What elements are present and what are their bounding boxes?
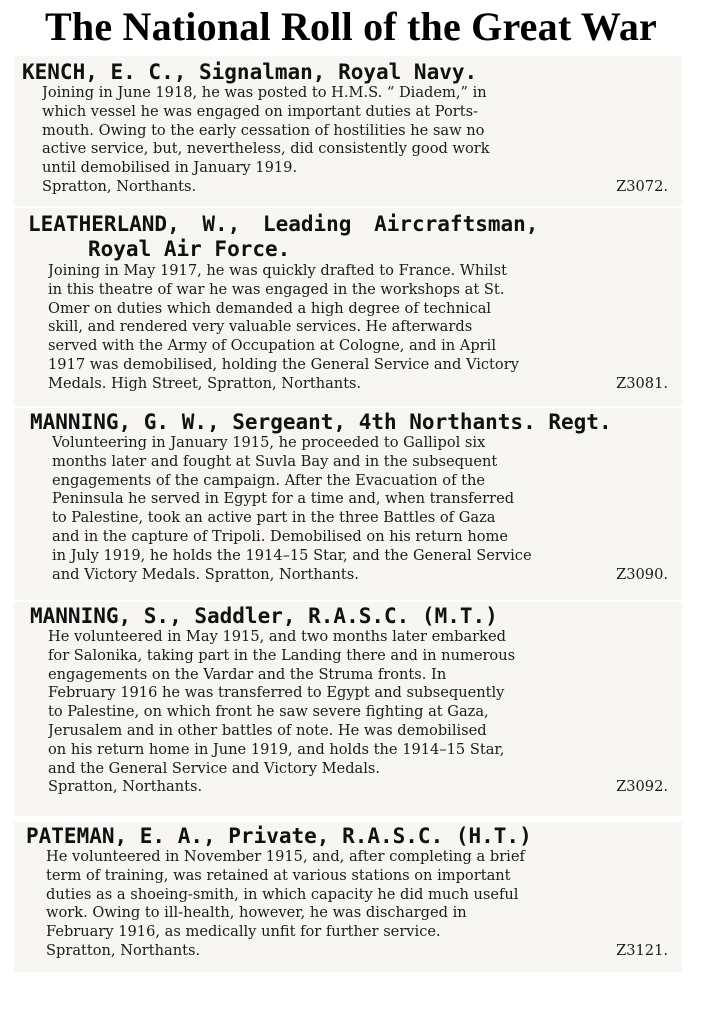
entry-line: engagements of the campaign. After the Evacuation of the — [52, 471, 486, 489]
entry-line: until demobilised in January 1919. — [42, 159, 298, 177]
entry-line: duties as a shoeing-smith, in which capacity he did much useful — [46, 885, 519, 903]
roll-entry-leatherland — [14, 208, 682, 406]
entry-line: months later and fought at Suvla Bay and in the subsequent — [52, 452, 498, 470]
entry-body — [14, 628, 682, 797]
entry-heading: MANNING, S., Saddler, R.A.S.C. (M.T.) — [30, 604, 498, 628]
entry-heading: LEATHERLAND, W., Leading Aircraftsman, — [28, 212, 539, 236]
entry-heading: PATEMAN, E. A., Private, R.A.S.C. (H.T.) — [26, 824, 532, 848]
entry-heading-continued: Royal Air Force. — [88, 237, 291, 261]
entry-reference-number: Z3092. — [616, 778, 668, 796]
entry-line: Omer on duties which demanded a high degree of technical — [48, 299, 492, 317]
entry-body — [14, 434, 682, 584]
roll-entry-kench — [14, 56, 682, 206]
entry-footer — [42, 178, 678, 197]
entry-place: and Victory Medals. Spratton, Northants. — [52, 565, 359, 583]
roll-entry-manning-s — [14, 602, 682, 816]
entry-line: which vessel he was engaged on important duties at Ports- — [42, 102, 479, 120]
entry-place: Spratton, Northants. — [46, 941, 201, 959]
entry-place: Spratton, Northants. — [42, 177, 197, 195]
entry-reference-number: Z3081. — [616, 374, 668, 392]
entry-line: and in the capture of Tripoli. Demobilised on his return home — [52, 527, 508, 545]
entry-line: in July 1919, he holds the 1914–15 Star, and the General Service — [52, 546, 532, 564]
entry-line: term of training, was retained at various stations on important — [46, 866, 511, 884]
entry-footer — [52, 566, 678, 585]
roll-entry-pateman — [14, 822, 682, 972]
entry-body — [14, 848, 682, 961]
entry-body — [14, 84, 682, 197]
entry-footer — [48, 375, 678, 394]
entry-line: to Palestine, took an active part in the three Battles of Gaza — [52, 509, 496, 527]
entry-line: Joining in May 1917, he was quickly drafted to France. Whilst — [48, 262, 507, 279]
entry-footer — [48, 778, 678, 797]
entry-line: on his return home in June 1919, and holds the 1914–15 Star, — [48, 740, 505, 758]
entry-line: Volunteering in January 1915, he proceeded to Gallipol six — [52, 434, 486, 451]
entry-line: Jerusalem and in other battles of note. He was demobilised — [48, 721, 487, 739]
entry-line: February 1916, as medically unfit for further service. — [46, 923, 441, 941]
entry-line: mouth. Owing to the early cessation of hostilities he saw no — [42, 121, 485, 139]
entry-heading: KENCH, E. C., Signalman, Royal Navy. — [22, 60, 478, 84]
entry-line: 1917 was demobilised, holding the General Service and Victory — [48, 355, 519, 373]
entry-line: engagements on the Vardar and the Struma fronts. In — [48, 665, 447, 683]
entry-line: to Palestine, on which front he saw severe fighting at Gaza, — [48, 703, 489, 721]
entry-line: Joining in June 1918, he was posted to H.M.S. “ Diadem,” in — [42, 84, 487, 101]
entry-line: active service, but, nevertheless, did consistently good work — [42, 140, 490, 158]
entry-line: and the General Service and Victory Medals. — [48, 759, 381, 777]
entry-line: He volunteered in May 1915, and two months later embarked — [48, 628, 506, 645]
roll-entry-manning-gw — [14, 408, 682, 600]
entry-heading: MANNING, G. W., Sergeant, 4th Northants. Regt. — [30, 410, 612, 434]
entry-line: work. Owing to ill-health, however, he was discharged in — [46, 904, 467, 922]
entry-line: skill, and rendered very valuable services. He afterwards — [48, 318, 473, 336]
entry-line: for Salonika, taking part in the Landing there and in numerous — [48, 646, 516, 664]
page-title: The National Roll of the Great War — [45, 4, 657, 49]
entry-place: Spratton, Northants. — [48, 778, 203, 796]
entry-place: Medals. High Street, Spratton, Northants. — [48, 374, 362, 392]
entry-reference-number: Z3121. — [616, 941, 668, 959]
entry-line: Peninsula he served in Egypt for a time and, when transferred — [52, 490, 515, 508]
entry-line: in this theatre of war he was engaged in the workshops at St. — [48, 280, 505, 298]
entry-reference-number: Z3072. — [616, 177, 668, 195]
entry-body — [14, 262, 682, 394]
entry-line: February 1916 he was transferred to Egypt and subsequently — [48, 684, 505, 702]
entry-line: He volunteered in November 1915, and, after completing a brief — [46, 848, 525, 865]
entry-reference-number: Z3090. — [616, 565, 668, 583]
entry-line: served with the Army of Occupation at Cologne, and in April — [48, 337, 496, 355]
entry-footer — [46, 942, 678, 961]
